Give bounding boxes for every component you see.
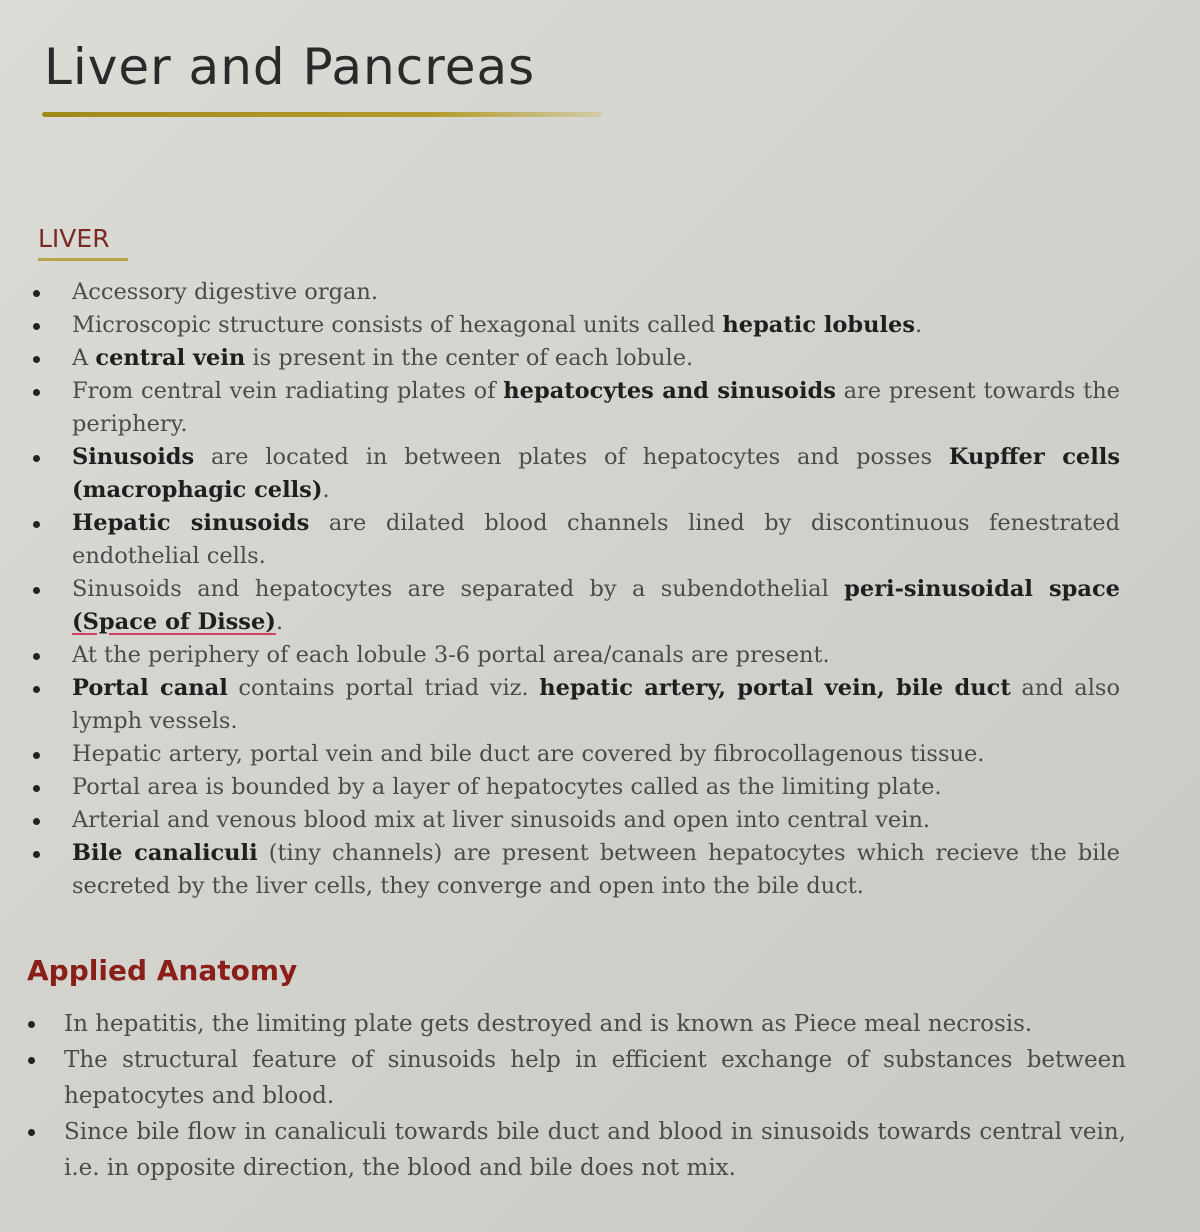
list-item: Portal canal contains portal triad viz. hepatic artery, portal vein, bile duct and also lymph vessels. [0, 672, 1120, 738]
list-item: From central vein radiating plates of hepatocytes and sinusoids are present towards the periphery. [0, 375, 1120, 441]
bullet-icon [33, 587, 40, 594]
bullet-icon [33, 290, 40, 297]
bullet-icon [33, 653, 40, 660]
bullet-icon [33, 455, 40, 462]
list-item: At the periphery of each lobule 3-6 portal area/canals are present. [0, 639, 1120, 672]
bullet-icon [33, 356, 40, 363]
list-item: Accessory digestive organ. [0, 276, 1120, 309]
list-item: Portal area is bounded by a layer of hepatocytes called as the limiting plate. [0, 771, 1120, 804]
list-item: Sinusoids and hepatocytes are separated by a subendothelial peri-sinusoidal space (Space of Disse). [0, 573, 1120, 639]
section-underline [38, 258, 128, 261]
applied-bullet-list [0, 1006, 1126, 1186]
list-item: Hepatic sinusoids are dilated blood channels lined by discontinuous fenestrated endothelial cells. [0, 507, 1120, 573]
section-heading-applied-anatomy: Applied Anatomy [27, 954, 298, 987]
bullet-icon [33, 686, 40, 693]
list-item: Since bile flow in canaliculi towards bile duct and blood in sinusoids towards central vein, i.e. in opposite direction, the blood and bile does not mix. [0, 1114, 1126, 1186]
section-heading-liver: LIVER [38, 224, 110, 253]
list-item: The structural feature of sinusoids help in efficient exchange of substances between hepatocytes and blood. [0, 1042, 1126, 1114]
bullet-icon [28, 1021, 35, 1028]
list-item: Bile canaliculi (tiny channels) are present between hepatocytes which recieve the bile secreted by the liver cells, they converge and open into the bile duct. [0, 837, 1120, 903]
liver-bullet-list [0, 276, 1120, 903]
bullet-icon [33, 752, 40, 759]
bullet-icon [33, 785, 40, 792]
bullet-icon [33, 521, 40, 528]
bullet-icon [28, 1057, 35, 1064]
list-item: Microscopic structure consists of hexagonal units called hepatic lobules. [0, 309, 1120, 342]
bullet-icon [33, 389, 40, 396]
bullet-icon [33, 323, 40, 330]
list-item: Sinusoids are located in between plates of hepatocytes and posses Kupffer cells (macrophagic cells). [0, 441, 1120, 507]
chapter-title: Liver and Pancreas [44, 38, 536, 96]
bullet-icon [33, 818, 40, 825]
list-item: A central vein is present in the center of each lobule. [0, 342, 1120, 375]
bullet-icon [33, 851, 40, 858]
list-item: Hepatic artery, portal vein and bile duct are covered by fibrocollagenous tissue. [0, 738, 1120, 771]
list-item: Arterial and venous blood mix at liver sinusoids and open into central vein. [0, 804, 1120, 837]
list-item: In hepatitis, the limiting plate gets destroyed and is known as Piece meal necrosis. [0, 1006, 1126, 1042]
title-rule [42, 112, 602, 117]
bullet-icon [28, 1129, 35, 1136]
